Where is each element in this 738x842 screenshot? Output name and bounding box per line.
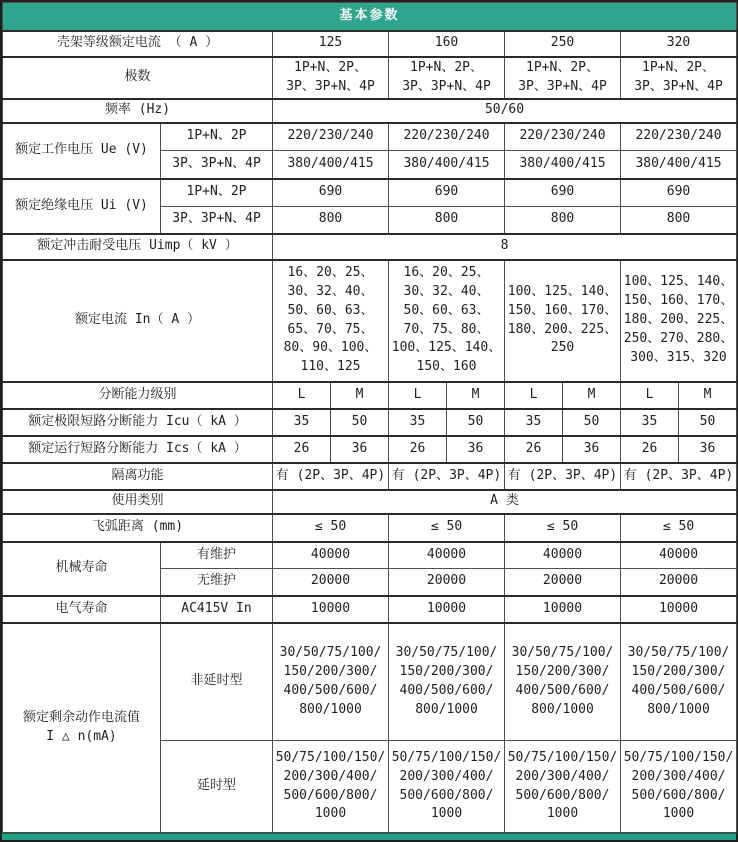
rated-working-voltage-value: 380/400/415 (273, 151, 389, 179)
mechanical-life-sub: 无维护 (161, 569, 273, 596)
mechanical-life-value: 20000 (505, 569, 621, 596)
residual-current-value: 30/50/75/100/ 150/200/300/ 400/500/600/ 800/1000 (621, 623, 737, 741)
impulse-withstand-voltage-value: 8 (273, 234, 737, 260)
usage-category-row (3, 490, 737, 514)
spec-table (2, 2, 737, 833)
ics-value: 36 (563, 436, 621, 463)
frame-current-value: 125 (273, 31, 389, 57)
rated-insulation-voltage-sub: 3P、3P+N、4P (161, 207, 273, 234)
isolation-row (3, 463, 737, 490)
rated-working-voltage-sub: 3P、3P+N、4P (161, 151, 273, 179)
frequency-label: 频率 (Hz) (3, 99, 273, 123)
rated-working-voltage-label: 额定工作电压 Ue (V) (3, 123, 161, 179)
frequency-row (3, 99, 737, 123)
frame-current-value: 160 (389, 31, 505, 57)
rated-insulation-voltage-value: 800 (505, 207, 621, 234)
icu-value: 50 (679, 409, 737, 436)
residual-current-value: 50/75/100/150/ 200/300/400/ 500/600/800/ 1000 (505, 741, 621, 833)
residual-current-value: 50/75/100/150/ 200/300/400/ 500/600/800/ 1000 (389, 741, 505, 833)
rated-current-value: 16、20、25、 30、32、40、 50、60、63、 70、75、80、 100、125、140、 150、160 (389, 260, 505, 382)
mechanical-life-value: 40000 (621, 542, 737, 569)
usage-category-value: A 类 (273, 490, 737, 514)
rated-current-value: 100、125、140、 150、160、170、 180、200、225、 250、270、280、 300、315、320 (621, 260, 737, 382)
ics-value: 26 (621, 436, 679, 463)
icu-value: 50 (331, 409, 389, 436)
poles-value: 1P+N、2P、 3P、3P+N、4P (505, 57, 621, 99)
rated-insulation-voltage-value: 690 (389, 179, 505, 207)
mechanical-life-value: 20000 (273, 569, 389, 596)
isolation-value: 有 (2P、3P、4P) (621, 463, 737, 490)
impulse-withstand-voltage-row (3, 234, 737, 260)
residual-current-value: 30/50/75/100/ 150/200/300/ 400/500/600/ 800/1000 (389, 623, 505, 741)
isolation-value: 有 (2P、3P、4P) (505, 463, 621, 490)
rated-insulation-voltage-value: 800 (621, 207, 737, 234)
residual-current-sub: 非延时型 (161, 623, 273, 741)
icu-value: 35 (621, 409, 679, 436)
residual-current-value: 30/50/75/100/ 150/200/300/ 400/500/600/ 800/1000 (505, 623, 621, 741)
rated-current-value: 16、20、25、 30、32、40、 50、60、63、 65、70、75、 80、90、100、 110、125 (273, 260, 389, 382)
rated-working-voltage-row-1 (3, 123, 737, 151)
icu-value: 35 (389, 409, 447, 436)
icu-value: 35 (505, 409, 563, 436)
ics-value: 26 (389, 436, 447, 463)
electrical-life-row (3, 596, 737, 623)
electrical-life-label: 电气寿命 (3, 596, 161, 623)
ics-value: 26 (273, 436, 331, 463)
ics-value: 26 (505, 436, 563, 463)
rated-working-voltage-sub: 1P+N、2P (161, 123, 273, 151)
breaking-capacity-class-value: L (273, 382, 331, 409)
rated-working-voltage-value: 220/230/240 (273, 123, 389, 151)
icu-value: 50 (447, 409, 505, 436)
mechanical-life-sub: 有维护 (161, 542, 273, 569)
frame-current-value: 250 (505, 31, 621, 57)
ics-row (3, 436, 737, 463)
rated-working-voltage-value: 220/230/240 (389, 123, 505, 151)
residual-current-sub: 延时型 (161, 741, 273, 833)
arc-distance-value: ≤ 50 (389, 514, 505, 542)
rated-insulation-voltage-sub: 1P+N、2P (161, 179, 273, 207)
frame-current-label: 壳架等级额定电流 （ A ） (3, 31, 273, 57)
breaking-capacity-class-row (3, 382, 737, 409)
rated-current-row (3, 260, 737, 382)
rated-current-label: 额定电流 In（ A ） (3, 260, 273, 382)
rated-insulation-voltage-value: 690 (621, 179, 737, 207)
breaking-capacity-class-value: L (621, 382, 679, 409)
mechanical-life-value: 40000 (505, 542, 621, 569)
residual-current-row-1 (3, 623, 737, 741)
poles-row (3, 57, 737, 99)
breaking-capacity-class-value: L (389, 382, 447, 409)
breaking-capacity-class-value: L (505, 382, 563, 409)
impulse-withstand-voltage-label: 额定冲击耐受电压 Uimp（ kV ） (3, 234, 273, 260)
mechanical-life-value: 20000 (621, 569, 737, 596)
frequency-value: 50/60 (273, 99, 737, 123)
icu-value: 50 (563, 409, 621, 436)
electrical-life-value: 10000 (505, 596, 621, 623)
ics-label: 额定运行短路分断能力 Ics（ kA ） (3, 436, 273, 463)
isolation-label: 隔离功能 (3, 463, 273, 490)
icu-label: 额定极限短路分断能力 Icu（ kA ） (3, 409, 273, 436)
rated-current-value: 100、125、140、 150、160、170、 180、200、225、 250 (505, 260, 621, 382)
rated-working-voltage-value: 220/230/240 (621, 123, 737, 151)
poles-value: 1P+N、2P、 3P、3P+N、4P (389, 57, 505, 99)
ics-value: 36 (447, 436, 505, 463)
rated-insulation-voltage-value: 690 (505, 179, 621, 207)
ics-value: 36 (679, 436, 737, 463)
arc-distance-value: ≤ 50 (273, 514, 389, 542)
rated-insulation-voltage-label: 额定绝缘电压 Ui (V) (3, 179, 161, 234)
rated-working-voltage-value: 220/230/240 (505, 123, 621, 151)
electrical-life-value: 10000 (621, 596, 737, 623)
residual-current-value: 50/75/100/150/ 200/300/400/ 500/600/800/ 1000 (273, 741, 389, 833)
ics-value: 36 (331, 436, 389, 463)
mechanical-life-label: 机械寿命 (3, 542, 161, 596)
breaking-capacity-class-value: M (563, 382, 621, 409)
rated-working-voltage-value: 380/400/415 (505, 151, 621, 179)
mechanical-life-value: 40000 (273, 542, 389, 569)
arc-distance-row (3, 514, 737, 542)
rated-insulation-voltage-value: 690 (273, 179, 389, 207)
residual-current-value: 30/50/75/100/ 150/200/300/ 400/500/600/ 800/1000 (273, 623, 389, 741)
mechanical-life-row-1 (3, 542, 737, 569)
breaking-capacity-class-label: 分断能力级别 (3, 382, 273, 409)
icu-value: 35 (273, 409, 331, 436)
title-row (3, 3, 737, 31)
arc-distance-value: ≤ 50 (621, 514, 737, 542)
electrical-life-value: 10000 (273, 596, 389, 623)
breaking-capacity-class-value: M (679, 382, 737, 409)
electrical-life-value: 10000 (389, 596, 505, 623)
mechanical-life-value: 40000 (389, 542, 505, 569)
breaking-capacity-class-value: M (447, 382, 505, 409)
isolation-value: 有 (2P、3P、4P) (273, 463, 389, 490)
residual-current-label: 额定剩余动作电流值 I △ n(mA) (3, 623, 161, 833)
electrical-life-sub: AC415V In (161, 596, 273, 623)
rated-insulation-voltage-value: 800 (389, 207, 505, 234)
poles-value: 1P+N、2P、 3P、3P+N、4P (273, 57, 389, 99)
residual-current-value: 50/75/100/150/ 200/300/400/ 500/600/800/ 1000 (621, 741, 737, 833)
rated-insulation-voltage-row-1 (3, 179, 737, 207)
frame-current-row (3, 31, 737, 57)
rated-insulation-voltage-value: 800 (273, 207, 389, 234)
arc-distance-value: ≤ 50 (505, 514, 621, 542)
mechanical-life-value: 20000 (389, 569, 505, 596)
icu-row (3, 409, 737, 436)
usage-category-label: 使用类别 (3, 490, 273, 514)
frame-current-value: 320 (621, 31, 737, 57)
rated-working-voltage-value: 380/400/415 (621, 151, 737, 179)
rated-working-voltage-value: 380/400/415 (389, 151, 505, 179)
breaking-capacity-class-value: M (331, 382, 389, 409)
poles-value: 1P+N、2P、 3P、3P+N、4P (621, 57, 737, 99)
table-title: 基本参数 (3, 3, 737, 31)
isolation-value: 有 (2P、3P、4P) (389, 463, 505, 490)
poles-label: 极数 (3, 57, 273, 99)
arc-distance-label: 飞弧距离 (mm) (3, 514, 273, 542)
